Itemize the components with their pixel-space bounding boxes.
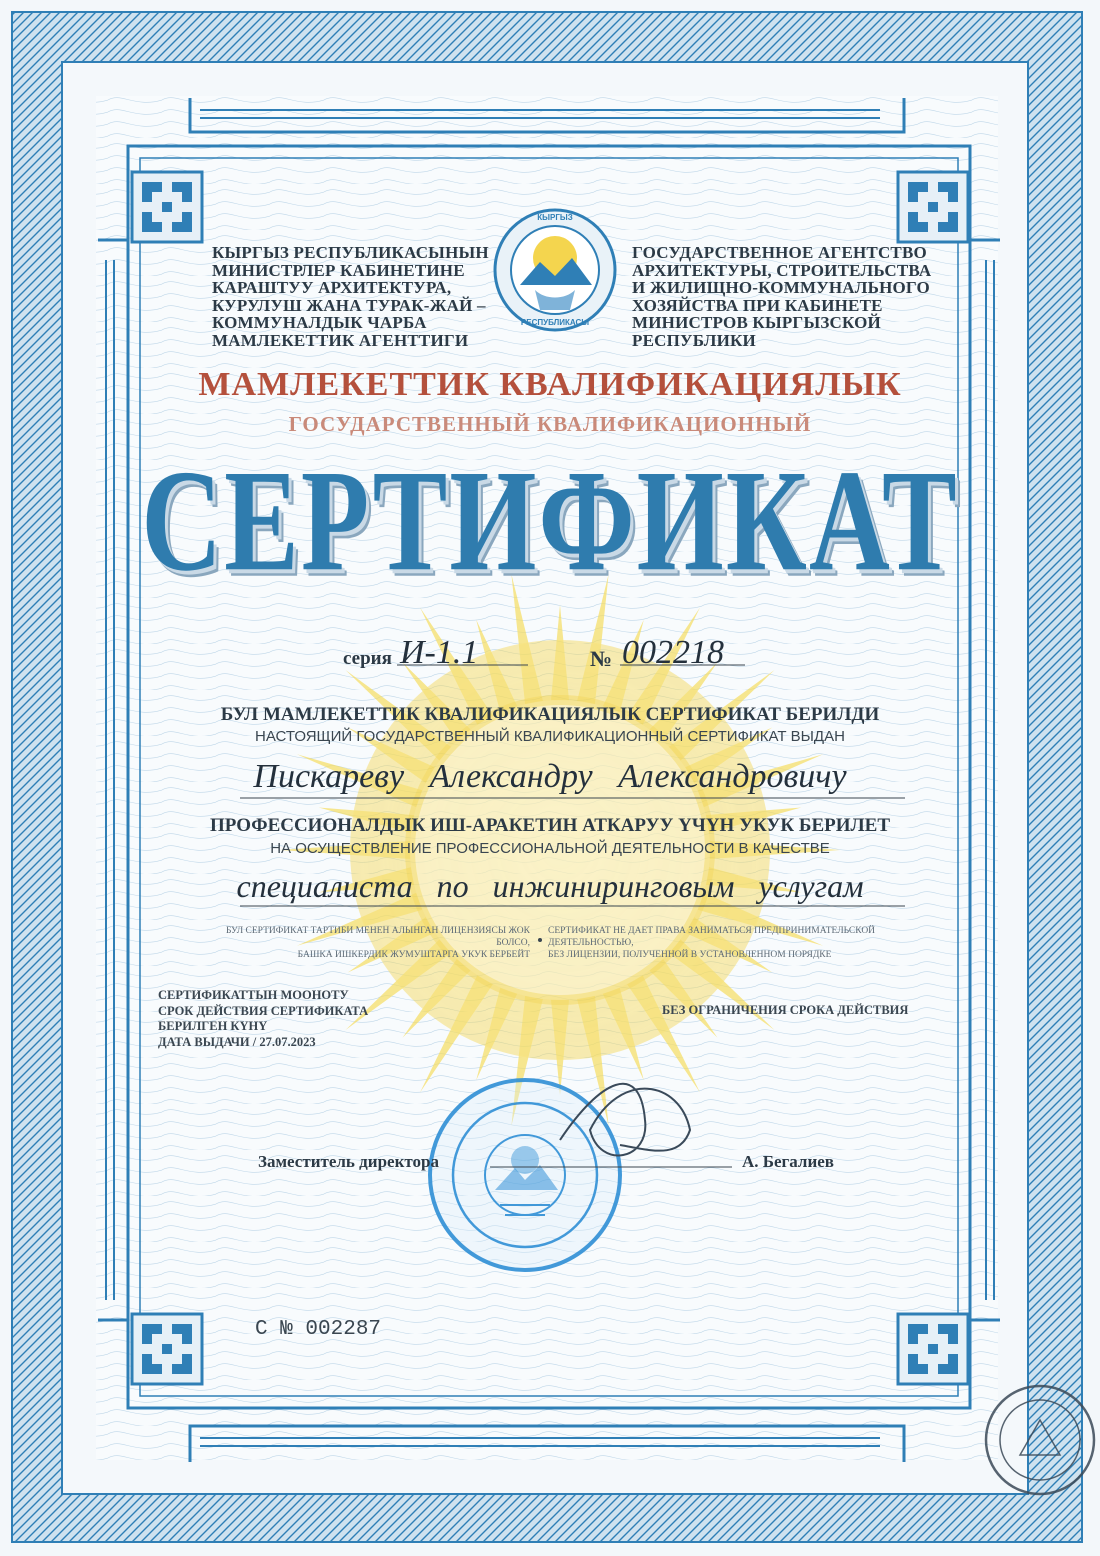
- note-kyrgyz: БУЛ СЕРТИФИКАТ ТАРТИБИ МЕНЕН АЛЫНГАН ЛИЦЕНЗИЯСЫ ЖОК БОЛСО, БАШКА ИШКЕРДИК ЖУМУШТАРГА УКУК БЕРБЕЙТ: [225, 926, 530, 960]
- header-left-agency: КЫРГЫЗ РЕСПУБЛИКАСЫНЫН МИНИСТРЛЕР КАБИНЕТИНЕ КАРАШТУУ АРХИТЕКТУРА, КУРУЛУШ ЖАНА ТУРАК-ЖАЙ – КОММУНАЛДЫК ЧАРБА МАМЛЕКЕТТИК АГЕНТТИГИ: [212, 243, 489, 350]
- activity-russian: НА ОСУЩЕСТВЛЕНИЕ ПРОФЕССИОНАЛЬНОЙ ДЕЯТЕЛЬНОСТИ В КАЧЕСТВЕ: [270, 840, 830, 857]
- title-russian: ГОСУДАРСТВЕННЫЙ КВАЛИФИКАЦИОННЫЙ: [288, 412, 812, 436]
- validity-value: БЕЗ ОГРАНИЧЕНИЯ СРОКА ДЕЙСТВИЯ: [662, 1003, 909, 1017]
- issued-to-russian: НАСТОЯЩИЙ ГОСУДАРСТВЕННЫЙ КВАЛИФИКАЦИОННЫЙ СЕРТИФИКАТ ВЫДАН: [255, 728, 845, 745]
- issued-to-kyrgyz: БУЛ МАМЛЕКЕТТИК КВАЛИФИКАЦИЯЛЫК СЕРТИФИКАТ БЕРИЛДИ: [220, 704, 880, 725]
- validity-label: СЕРТИФИКАТТЫН МООНОТУ СРОК ДЕЙСТВИЯ СЕРТИФИКАТА БЕРИЛГЕН КҮНҮ ДАТА ВЫДАЧИ / 27.07.2023: [158, 988, 369, 1049]
- number-label: №: [590, 646, 613, 671]
- activity-kyrgyz: ПРОФЕССИОНАЛДЫК ИШ-АРАКЕТИН АТКАРУУ ҮЧҮН УКУК БЕРИЛЕТ: [209, 815, 891, 836]
- signer-name: А. Бегалиев: [742, 1152, 834, 1171]
- series-label: серия: [343, 648, 392, 669]
- official-seal-icon: [430, 1080, 620, 1270]
- note-russian: СЕРТИФИКАТ НЕ ДАЕТ ПРАВА ЗАНИМАТЬСЯ ПРЕДПРИНИМАТЕЛЬСКОЙ ДЕЯТЕЛЬНОСТЬЮ, БЕЗ ЛИЦЕНЗИИ, ПОЛУЧЕННОЙ В УСТАНОВЛЕННОМ ПОРЯДКЕ: [548, 926, 876, 960]
- holder-name: Пискареву Александру Александровичу: [253, 758, 847, 795]
- emblem-top-text: КЫРГЫЗ: [537, 213, 573, 222]
- emblem-bottom-text: РЕСПУБЛИКАСЫ: [520, 318, 590, 327]
- header-right-agency: ГОСУДАРСТВЕННОЕ АГЕНТСТВО АРХИТЕКТУРЫ, СТРОИТЕЛЬСТВА И ЖИЛИЩНО-КОММУНАЛЬНОГО ХОЗЯЙСТВА ПРИ КАБИНЕТЕ МИНИСТРОВ КЫРГЫЗСКОЙ РЕСПУБЛИКИ: [632, 243, 932, 350]
- certificate-title: СЕРТИФИКАТ: [141, 440, 959, 602]
- title-kyrgyz: МАМЛЕКЕТТИК КВАЛИФИКАЦИЯЛЫК: [198, 366, 902, 403]
- signer-role: Заместитель директора: [258, 1152, 439, 1171]
- activity-value: специалиста по инжиниринговым услугам: [236, 868, 864, 904]
- certificate-number: 002218: [622, 634, 724, 671]
- series-value: И-1.1: [400, 634, 479, 671]
- form-number: С № 002287: [255, 1318, 382, 1341]
- state-emblem-icon: [495, 210, 615, 330]
